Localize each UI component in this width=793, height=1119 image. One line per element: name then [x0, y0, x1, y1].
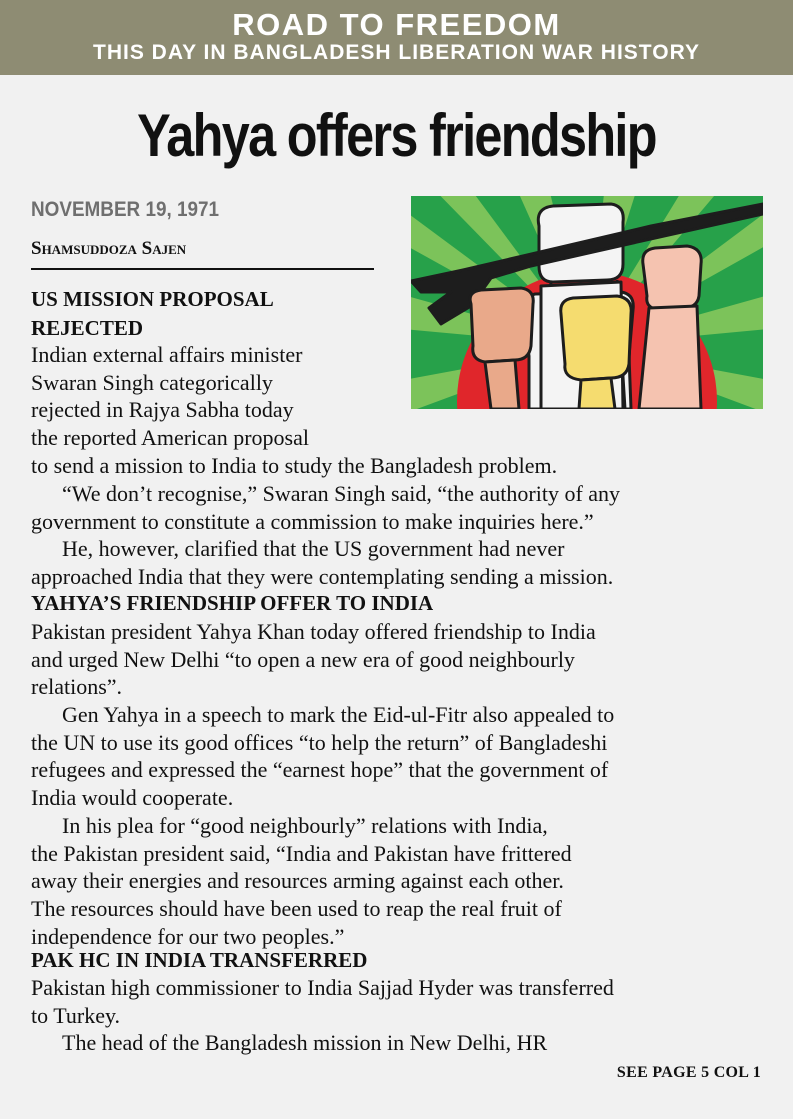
text-line: refugees and expressed the “earnest hope” that the government of	[31, 757, 609, 783]
dateline: NOVEMBER 19, 1971	[31, 198, 220, 221]
text-line: The head of the Bangladesh mission in New Delhi, HR	[62, 1030, 548, 1055]
continuation-link[interactable]: SEE PAGE 5 COL 1	[616, 1064, 761, 1081]
text-line: “We don’t recognise,” Swaran Singh said, “the authority of any	[62, 481, 621, 506]
text-line: Gen Yahya in a speech to mark the Eid-ul-Fitr also appealed to	[62, 702, 615, 727]
paragraph	[31, 1029, 547, 1057]
text-line: Pakistan high commissioner to India Sajjad Hyder was transferred	[31, 975, 614, 1000]
text-line: and urged New Delhi “to open a new era of good neighbourly	[31, 646, 575, 672]
text-line: In his plea for “good neighbourly” relations with India,	[62, 813, 548, 838]
paragraph	[31, 480, 620, 535]
byline: Shamsuddoza Sajen	[31, 238, 187, 259]
paragraph	[31, 812, 572, 951]
section-heading-friendship-offer	[31, 589, 433, 618]
text-line: approached India that they were contemplating sending a mission.	[31, 563, 614, 589]
text-line: the Pakistan president said, “India and Pakistan have frittered	[31, 840, 572, 866]
text-line: Indian external affairs minister	[31, 342, 303, 367]
heading-line: US MISSION PROPOSAL	[31, 287, 274, 311]
paragraph	[31, 535, 613, 590]
paragraph	[31, 974, 614, 1029]
paragraph	[31, 701, 614, 812]
text-line: away their energies and resources arming against each other.	[31, 868, 564, 894]
text-line: government to constitute a commission to make inquiries here.”	[31, 508, 594, 534]
section-heading-us-mission	[31, 285, 274, 343]
heading-line: YAHYA’S FRIENDSHIP OFFER TO INDIA	[31, 591, 434, 615]
text-line: He, however, clarified that the US government had never	[62, 536, 565, 561]
section-heading-pak-hc	[31, 946, 367, 975]
banner-subtitle: THIS DAY IN BANGLADESH LIBERATION WAR HISTORY	[93, 41, 700, 64]
text-line: the reported American proposal	[31, 425, 309, 451]
paragraph	[31, 341, 557, 480]
text-line: India would cooperate.	[31, 785, 234, 811]
text-line: The resources should have been used to reap the real fruit of	[31, 896, 562, 922]
heading-line: PAK HC IN INDIA TRANSFERRED	[31, 948, 368, 972]
heading-line: REJECTED	[31, 316, 144, 340]
text-line: Pakistan president Yahya Khan today offered friendship to India	[31, 619, 596, 644]
section-banner	[0, 0, 793, 75]
text-line: to Turkey.	[31, 1002, 121, 1028]
text-line: Swaran Singh categorically	[31, 369, 273, 395]
text-line: to send a mission to India to study the Bangladesh problem.	[31, 452, 558, 478]
text-line: rejected in Rajya Sabha today	[31, 397, 294, 423]
text-line: independence for our two peoples.”	[31, 923, 345, 949]
text-line: the UN to use its good offices “to help the return” of Bangladeshi	[31, 729, 608, 755]
byline-divider	[31, 268, 374, 270]
banner-title: ROAD TO FREEDOM	[232, 7, 561, 42]
text-line: relations”.	[31, 674, 123, 700]
paragraph	[31, 618, 596, 701]
headline: Yahya offers friendship	[137, 102, 656, 169]
